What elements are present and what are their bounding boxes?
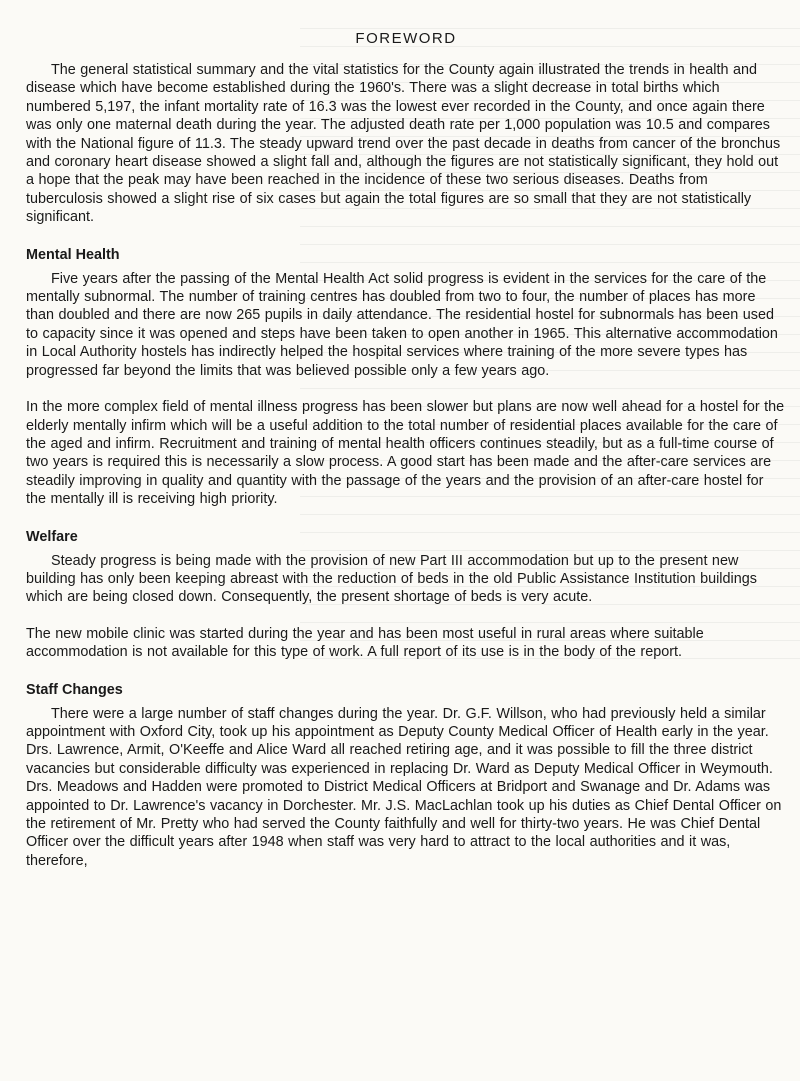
page-title: FOREWORD xyxy=(355,30,457,47)
section-heading: Welfare xyxy=(26,528,78,545)
body-paragraph: The new mobile clinic was started during the year and has been most useful in rural areas where suitable accommodation is not available for this type of work. A full report of its use is in the body of the report. xyxy=(26,625,704,661)
intro-paragraph: The general statistical summary and the vital statistics for the County again illustrated the trends in health and disease which have become established during the 1960's. There was a slight decrease in total births which numbered 5,197, the infant mortality rate of 16.3 was the lowest ever recorded in the County, and once again there was only one maternal death during the year. The adjusted death rate per 1,000 population was 10.5 and compares with the National figure of 11.3. The steady upward trend over the past decade in deaths from cancer of the bronchus and coronary heart disease showed a slight fall and, although the figures are not statistically significant, they hold out a hope that the peak may have been reached in the incidence of these two serious diseases. Deaths from tuberculosis showed a slight rise of six cases but again the total figures are so small that they are not statistically significant. xyxy=(26,62,781,226)
section-welfare xyxy=(26,528,786,662)
body-paragraph: There were a large number of staff changes during the year. Dr. G.F. Willson, who had previously held a similar appointment with Oxford City, took up his appointment as Deputy County Medical Officer of Health early in the year. Drs. Lawrence, Armit, O'Keeffe and Alice Ward all reached retiring age, and it was possible to fill the three district vacancies but considerable difficulty was experienced in replacing Dr. Ward as Deputy Medical Officer in Weymouth. Drs. Meadows and Hadden were promoted to District Medical Officers at Bridport and Swanage and Dr. Adams was appointed to Dr. Lawrence's vacancy in Dorchester. Mr. J.S. MacLachlan took up his duties as Chief Dental Officer on the retirement of Mr. Pretty who had served the County faithfully and well for thirty-two years. He was Chief Dental Officer over the difficult years after 1948 when staff was very hard to attract to the local authorities and it was, therefore, xyxy=(26,705,782,869)
body-paragraph: In the more complex field of mental illness progress has been slower but plans are now well ahead for a hostel for the elderly mentally infirm which will be a useful addition to the total number of residential places available for the care of the aged and infirm. Recruitment and training of mental health officers continues steadily, but as a full-time course of two years is required this is necessarily a slow process. A good start has been made and the after-care services are steadily improving in quality and quantity with the passage of the years and the provision of an after-care hostel for the mentally ill is receiving high priority. xyxy=(26,399,785,508)
section-heading: Mental Health xyxy=(26,246,120,263)
section-mental-health xyxy=(26,246,786,509)
section-heading: Staff Changes xyxy=(26,681,123,698)
body-paragraph: Five years after the passing of the Mental Health Act solid progress is evident in the services for the care of the mentally subnormal. The number of training centres has doubled from two to four, the number of places has more than doubled and there are now 265 pupils in daily attendance. The residential hostel for subnormals has been used to capacity since it was opened and steps have been taken to open another in 1965. This alternative accommodation in Local Authority hostels has indirectly helped the hospital services where training of the more severe types has progressed far beyond the limits that was believed possible only a few years ago. xyxy=(26,270,778,379)
body-paragraph: Steady progress is being made with the provision of new Part III accommodation but up to the present new building has only been keeping abreast with the reduction of beds in the old Public Assistance Institution buildings which are being closed down. Consequently, the present shortage of beds is very acute. xyxy=(26,552,757,606)
section-staff-changes xyxy=(26,681,786,871)
